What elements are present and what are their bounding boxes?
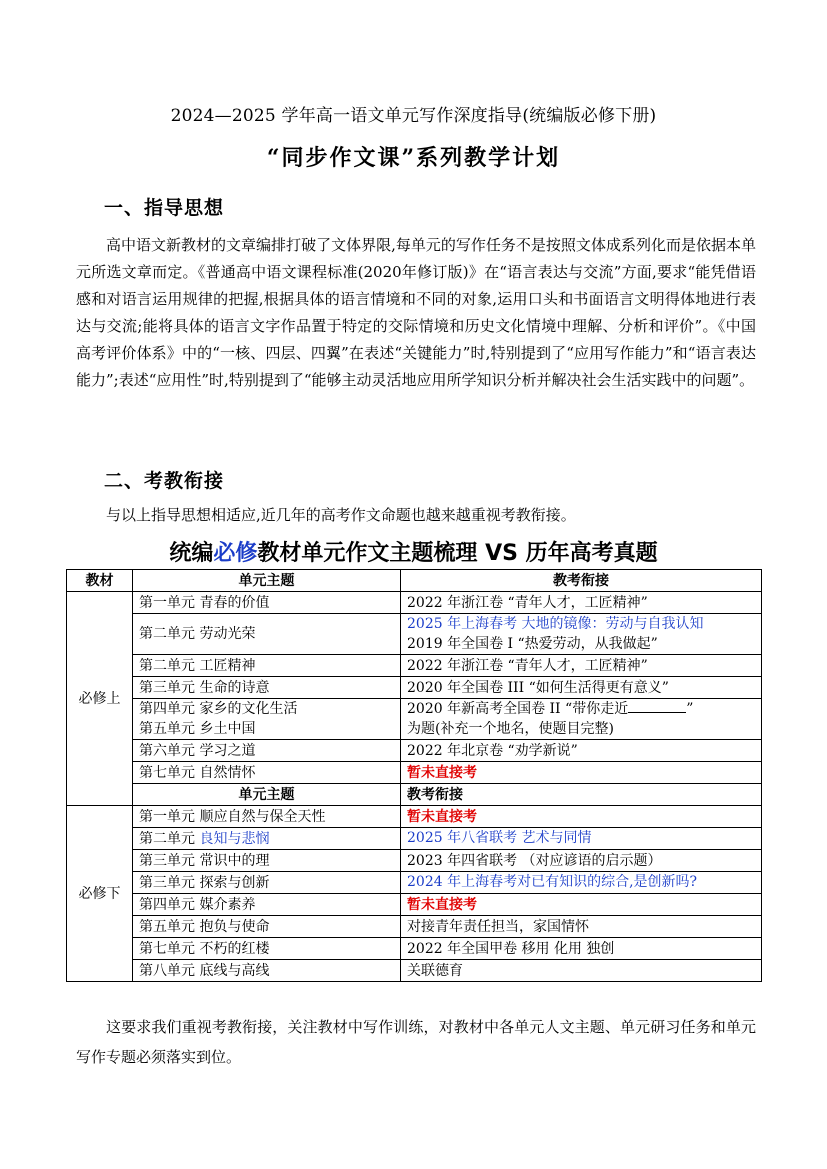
link-line: 2025 年上海春考 大地的镜像：劳动与自我认知: [407, 616, 704, 632]
theme-line: 第四单元 家乡的文化生活: [139, 701, 298, 717]
link-line: [407, 699, 755, 719]
table-row: [67, 592, 762, 614]
table-row: [67, 916, 762, 938]
link-cell: [401, 699, 762, 740]
link-text: 2020 年新高考全国卷 II “带你走近: [407, 701, 629, 717]
theme-cell: 第五单元 抱负与使命: [133, 916, 401, 938]
table-row: [67, 960, 762, 982]
document-subtitle: “同步作文课”系列教学计划: [266, 145, 561, 171]
theme-cell: 第一单元 青春的价值: [133, 592, 401, 614]
theme-cell: 第七单元 自然情怀: [133, 762, 401, 784]
section-heading-guiding-idea: 一、指导思想: [104, 197, 225, 219]
link-cell: 2022 年浙江卷 “青年人才，工匠精神”: [401, 592, 762, 614]
table-row: [67, 655, 762, 677]
guiding-idea-paragraph: 高中语文新教材的文章编排打破了文体界限,每单元的写作任务不是按照文体成系列化而是依据本单元所选文章而定。《普通高中语文课程标准(2020年修订版)》在“语言表达与交流”方面,要求“能凭借语感和对语言运用规律的把握,根据具体的语言情境和不同的对象,运用口头和书面语言文明得体地进行表达与交流;能将具体的语言文字作品置于特定的交际情境和历史文化情境中理解、分析和评价”。《中国高考评价体系》中的“一核、四层、四翼”在表述“关键能力”时,特别提到了“应用写作能力”和“语言表达能力”;表述“应用性”时,特别提到了“能够主动灵活地应用所学知识分析并解决社会生活实践中的问题”。: [76, 236, 756, 389]
link-cell: 2024 年上海春考对已有知识的综合,是创新吗?: [401, 872, 762, 894]
theme-cell: 第二单元 工匠精神: [133, 655, 401, 677]
header-link: 教考衔接: [401, 784, 762, 806]
theme-cell: 第三单元 探索与创新: [133, 872, 401, 894]
theme-line: 第五单元 乡土中国: [139, 721, 256, 737]
link-cell: 2022 年全国甲卷 移用 化用 独创: [401, 938, 762, 960]
link-cell: 2022 年北京卷 “劝学新说”: [401, 740, 762, 762]
link-cell: 2022 年浙江卷 “青年人才，工匠精神”: [401, 655, 762, 677]
table-header-row: [67, 570, 762, 592]
theme-cell: 第八单元 底线与高线: [133, 960, 401, 982]
table-row: [67, 740, 762, 762]
table-row: [67, 828, 762, 850]
theme-cell: 第四单元 媒介素养: [133, 894, 401, 916]
theme-cell: 第七单元 不朽的红楼: [133, 938, 401, 960]
theme-cell: 第六单元 学习之道: [133, 740, 401, 762]
link-cell: 暂未直接考: [401, 894, 762, 916]
table-row: [67, 850, 762, 872]
link-cell: 暂未直接考: [401, 806, 762, 828]
theme-prefix: 第二单元: [139, 830, 200, 847]
table-row: [67, 806, 762, 828]
link-cell: 对接青年责任担当，家国情怀: [401, 916, 762, 938]
table-row: [67, 699, 762, 740]
theme-table: [66, 569, 762, 982]
section-heading-exam-link: 二、考教衔接: [104, 470, 225, 492]
table-header-row: [67, 784, 762, 806]
table-title-highlight: 必修: [213, 541, 258, 566]
exam-link-paragraph: 与以上指导思想相适应,近几年的高考作文命题也越来越重视考教衔接。: [106, 506, 576, 524]
table-row: [67, 872, 762, 894]
table-row: [67, 762, 762, 784]
table-title-part1: 统编: [169, 541, 214, 566]
header-theme: 单元主题: [133, 784, 401, 806]
header-book: 教材: [67, 570, 133, 592]
link-cell: 关联德育: [401, 960, 762, 982]
table-row: [67, 614, 762, 655]
link-cell: 2025 年八省联考 艺术与同情: [401, 828, 762, 850]
header-theme: 单元主题: [133, 570, 401, 592]
table-row: [67, 938, 762, 960]
theme-highlight: 良知与悲悯: [199, 830, 270, 847]
theme-cell: [133, 699, 401, 740]
theme-cell: 第一单元 顺应自然与保全天性: [133, 806, 401, 828]
table-title-part3: 教材单元作文主题梳理 VS 历年高考真题: [257, 541, 658, 566]
link-line: 2019 年全国卷 I “热爱劳动，从我做起”: [407, 636, 658, 652]
fill-blank: [628, 700, 686, 713]
link-cell: [401, 614, 762, 655]
table-title: [0, 536, 827, 567]
link-cell: 暂未直接考: [401, 762, 762, 784]
link-line: 为题(补充一个地名，使题目完整): [407, 721, 614, 737]
link-text-end: ”: [686, 701, 694, 717]
link-cell: 2020 年全国卷 III “如何生活得更有意义”: [401, 677, 762, 699]
header-link: 教考衔接: [401, 570, 762, 592]
table-row: [67, 677, 762, 699]
theme-cell: 第三单元 生命的诗意: [133, 677, 401, 699]
theme-cell: [133, 828, 401, 850]
link-cell: 2023 年四省联考 （对应谚语的启示题）: [401, 850, 762, 872]
book-label-upper: 必修上: [67, 592, 133, 806]
closing-paragraph: 这要求我们重视考教衔接，关注教材中写作训练，对教材中各单元人文主题、单元研习任务和单元写作专题必须落实到位。: [76, 1018, 756, 1066]
book-label-lower: 必修下: [67, 806, 133, 982]
document-title: 2024—2025 学年高一语文单元写作深度指导(统编版必修下册): [170, 106, 657, 126]
theme-cell: 第二单元 劳动光荣: [133, 614, 401, 655]
theme-cell: 第三单元 常识中的理: [133, 850, 401, 872]
table-row: [67, 894, 762, 916]
